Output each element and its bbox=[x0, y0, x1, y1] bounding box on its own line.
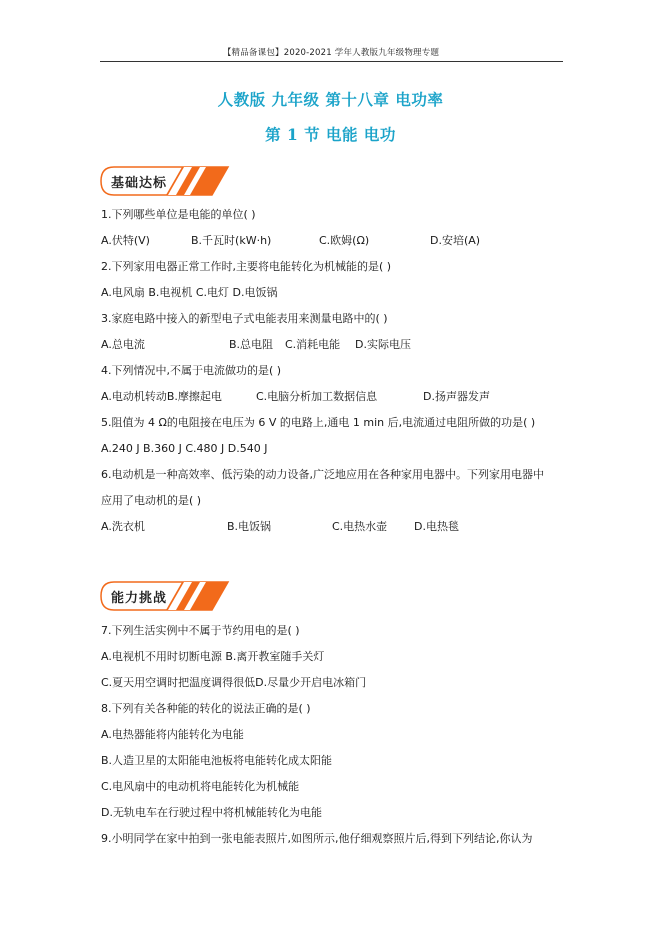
header-rule bbox=[100, 61, 563, 62]
section-banner-basic bbox=[100, 166, 232, 196]
question-1-stem: 1.下列哪些单位是电能的单位( ) bbox=[101, 208, 256, 221]
option-c: C.消耗电能 bbox=[285, 338, 341, 351]
option-d: D.安培(A) bbox=[430, 234, 481, 247]
question-1-options bbox=[101, 234, 571, 248]
option-c: C.欧姆(Ω) bbox=[319, 234, 370, 247]
question-7-options-cd: C.夏天用空调时把温度调得很低D.尽量少开启电冰箱门 bbox=[101, 676, 367, 689]
option-a: A.洗衣机 bbox=[101, 520, 145, 533]
option-d: D.电热毯 bbox=[414, 520, 459, 533]
question-2-stem: 2.下列家用电器正常工作时,主要将电能转化为机械能的是( ) bbox=[101, 260, 392, 273]
section-label: 基础达标 bbox=[111, 176, 168, 191]
question-6-options bbox=[101, 520, 571, 534]
option-b: B.电饭锅 bbox=[227, 520, 272, 533]
question-8-option-b: B.人造卫星的太阳能电池板将电能转化成太阳能 bbox=[101, 754, 333, 767]
question-8-stem: 8.下列有关各种能的转化的说法正确的是( ) bbox=[101, 702, 311, 715]
question-2-options: A.电风扇 B.电视机 C.电灯 D.电饭锅 bbox=[101, 286, 278, 299]
option-d: D.实际电压 bbox=[355, 338, 411, 351]
option-a: A.伏特(V) bbox=[101, 234, 150, 247]
option-c: C.电脑分析加工数据信息 bbox=[256, 390, 378, 403]
question-6-stem-2: 应用了电动机的是( ) bbox=[101, 494, 202, 507]
option-b: B.千瓦时(kW·h) bbox=[191, 234, 272, 247]
question-7-stem: 7.下列生活实例中不属于节约用电的是( ) bbox=[101, 624, 300, 637]
question-8-option-a: A.电热器能将内能转化为电能 bbox=[101, 728, 244, 741]
question-4-stem: 4.下列情况中,不属于电流做功的是( ) bbox=[101, 364, 282, 377]
option-a: A.总电流 bbox=[101, 338, 145, 351]
option-b: B.总电阻 bbox=[229, 338, 274, 351]
question-4-options bbox=[101, 390, 571, 404]
question-5-stem: 5.阻值为 4 Ω的电阻接在电压为 6 V 的电路上,通电 1 min 后,电流通过电阻所做的功是( ) bbox=[101, 416, 536, 429]
section-label: 能力挑战 bbox=[111, 591, 168, 606]
question-8-option-d: D.无轨电车在行驶过程中将机械能转化为电能 bbox=[101, 806, 322, 819]
question-8-option-c: C.电风扇中的电动机将电能转化为机械能 bbox=[101, 780, 300, 793]
question-5-options: A.240 J B.360 J C.480 J D.540 J bbox=[101, 442, 268, 455]
question-7-options-ab: A.电视机不用时切断电源 B.离开教室随手关灯 bbox=[101, 650, 325, 663]
question-3-options bbox=[101, 338, 571, 352]
page-header: 【精品备课包】2020-2021 学年人教版九年级物理专题 bbox=[222, 48, 440, 58]
section-banner-challenge bbox=[100, 581, 232, 611]
question-3-stem: 3.家庭电路中接入的新型电子式电能表用来测量电路中的( ) bbox=[101, 312, 388, 325]
option-ab: A.电动机转动B.摩擦起电 bbox=[101, 390, 222, 403]
section-title: 第 1 节 电能 电功 bbox=[265, 125, 396, 144]
option-d: D.扬声器发声 bbox=[423, 390, 490, 403]
option-c: C.电热水壶 bbox=[332, 520, 388, 533]
question-6-stem-1: 6.电动机是一种高效率、低污染的动力设备,广泛地应用在各种家用电器中。下列家用电器中 bbox=[101, 468, 544, 481]
chapter-title: 人教版 九年级 第十八章 电功率 bbox=[217, 90, 444, 109]
question-9-stem: 9.小明同学在家中拍到一张电能表照片,如图所示,他仔细观察照片后,得到下列结论,你认为 bbox=[101, 832, 533, 845]
